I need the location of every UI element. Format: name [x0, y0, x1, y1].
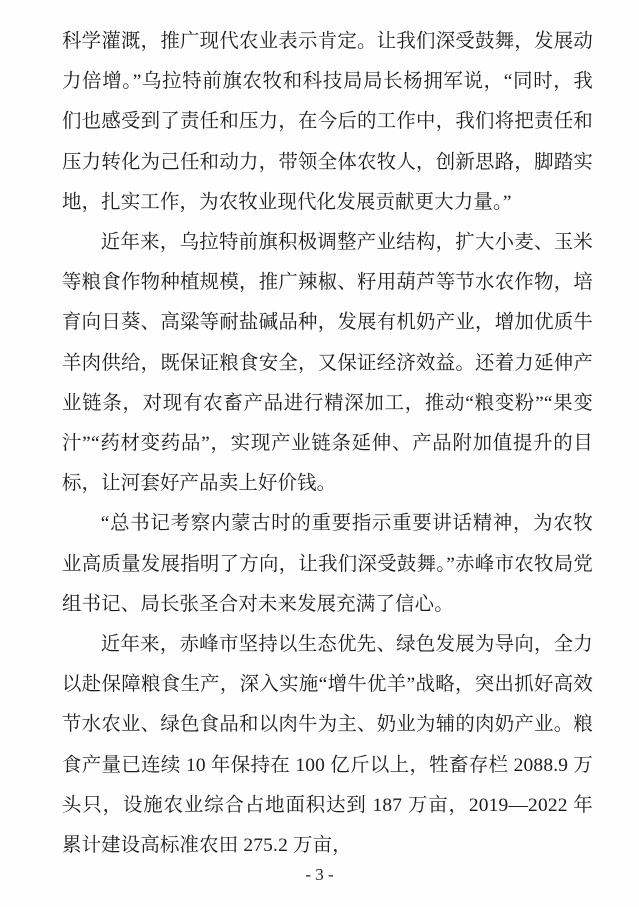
paragraph-1: 科学灌溉，推广现代农业表示肯定。让我们深受鼓舞，发展动力倍增。”乌拉特前旗农牧和科技局局长杨拥军说，“同时，我们也感受到了责任和压力，在今后的工作中，我们将把责任和压力转化为己任和动力，带领全体农牧人，创新思路，脚踏实地，扎实工作，为农牧业现代化发展贡献更大力量。” [62, 31, 593, 213]
paragraph-2: 近年来，乌拉特前旗积极调整产业结构，扩大小麦、玉米等粮食作物种植规模，推广辣椒、籽用葫芦等节水农作物，培育向日葵、高粱等耐盐碱品种，发展有机奶产业，增加优质牛羊肉供给，既保证粮食安全，又保证经济效益。还着力延伸产业链条，对现有农畜产品进行精深加工，推动“粮变粉”“果变汁”“药材变药品”，实现产业链条延伸、产品附加值提升的目标，让河套好产品卖上好价钱。 [62, 232, 593, 495]
paragraph-4: 近年来，赤峰市坚持以生态优先、绿色发展为导向，全力以赴保障粮食生产，深入实施“增牛优羊”战略，突出抓好高效节水农业、绿色食品和以肉牛为主、奶业为辅的肉奶产业。粮食产量已连续 10 年保持在 100 亿斤以上，牲畜存栏 2088.9 万头只，设施农业综合占地面积达到 187 万亩，2019—2022 年累计建设高标准农田 275.2 万亩， [62, 634, 593, 857]
page-number: - 3 - [305, 865, 334, 884]
document-body [62, 22, 593, 866]
paragraph-3: “总书记考察内蒙古时的重要指示重要讲话精神，为农牧业高质量发展指明了方向，让我们深受鼓舞。”赤峰市农牧局党组书记、局长张圣合对未来发展充满了信心。 [62, 513, 593, 615]
